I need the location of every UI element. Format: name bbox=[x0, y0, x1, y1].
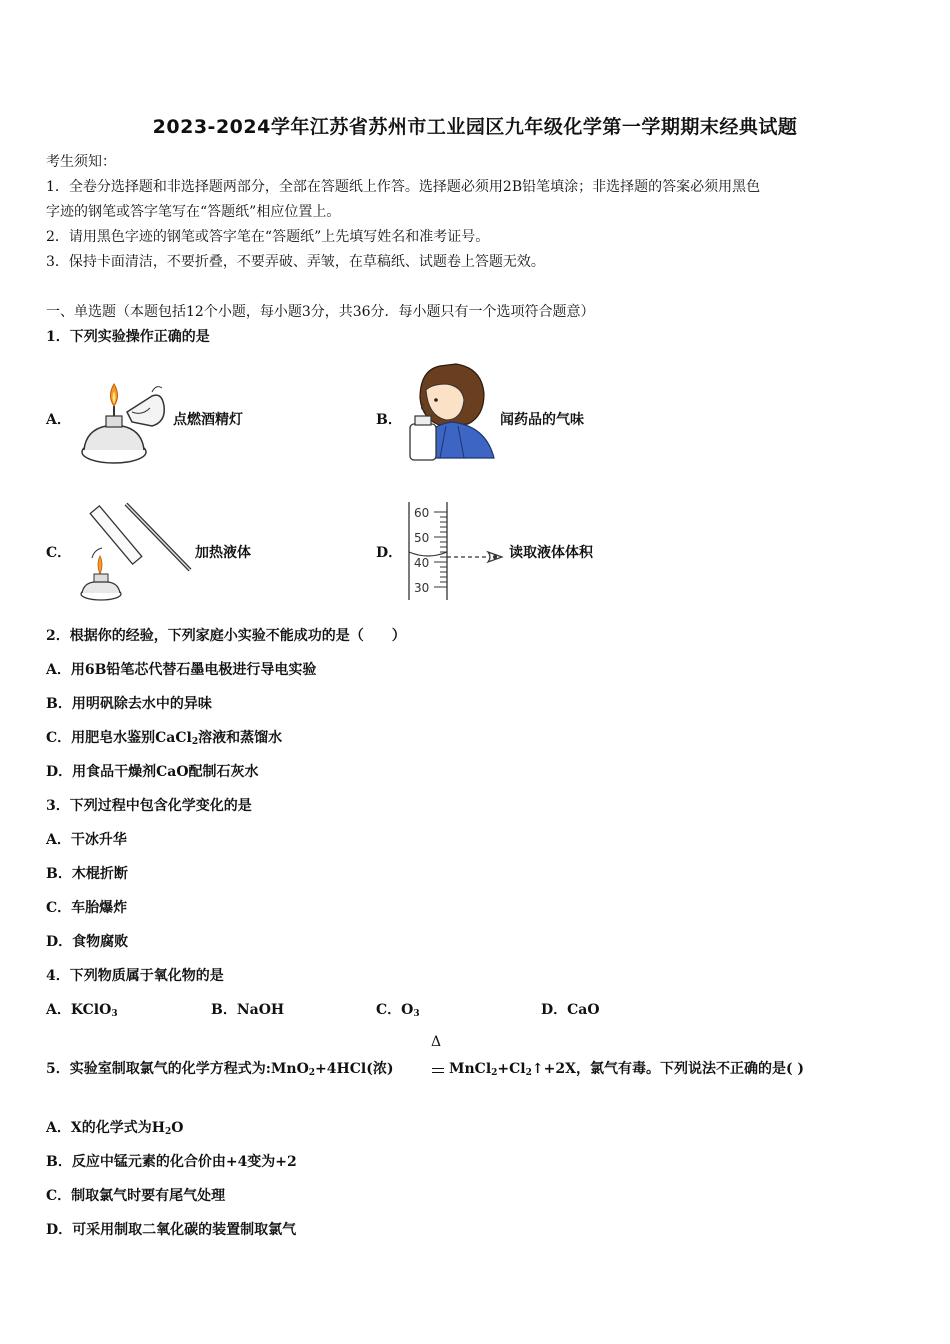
q1-stem: 1．下列实验操作正确的是 bbox=[46, 329, 210, 345]
q5-product-mid: +Cl bbox=[497, 1061, 526, 1077]
q3-option-c: C．车胎爆炸 bbox=[46, 900, 128, 916]
graduated-cylinder-figure bbox=[404, 500, 508, 602]
notice-item-1: 1．全卷分选择题和非选择题两部分，全部在答题纸上作答。选择题必须用2B铅笔填涂；非选择题的答案必须用黑色 bbox=[46, 179, 761, 195]
q4-stem: 4．下列物质属于氧化物的是 bbox=[46, 968, 224, 984]
q2-option-d: D．用食品干燥剂CaO配制石灰水 bbox=[46, 764, 259, 780]
q5-stem-pre: 5．实验室制取氯气的化学方程式为:MnO bbox=[46, 1061, 309, 1077]
q1-option-c-letter: C． bbox=[46, 545, 72, 561]
q4-option-b: B．NaOH bbox=[211, 1002, 285, 1018]
q4-option-c-pre: C．O bbox=[376, 1002, 414, 1018]
q4-option-a-sub: 3 bbox=[111, 1009, 118, 1019]
q1-option-c-text: 加热液体 bbox=[195, 545, 251, 561]
alcohol-lamp-figure bbox=[72, 372, 172, 468]
q2-option-a: A．用6B铅笔芯代替石墨电极进行导电实验 bbox=[46, 662, 317, 678]
q1-option-a-letter: A． bbox=[46, 412, 71, 428]
notice-item-3: 3．保持卡面清洁，不要折叠，不要弄破、弄皱，在草稿纸、试题卷上答题无效。 bbox=[46, 254, 545, 270]
cylinder-tick-30: 30 bbox=[414, 581, 430, 595]
q2-option-c-pre: C．用肥皂水鉴别CaCl bbox=[46, 730, 192, 746]
q5-equation-bar-bottom bbox=[432, 1072, 444, 1073]
q5-option-a-post: O bbox=[171, 1120, 184, 1136]
q5-stem-right bbox=[449, 1059, 804, 1083]
q4-option-c-sub: 3 bbox=[413, 1009, 420, 1019]
q4-option-a bbox=[46, 1000, 118, 1024]
q1-option-b-text: 闻药品的气味 bbox=[500, 412, 584, 428]
cylinder-tick-50: 50 bbox=[414, 531, 430, 545]
q3-stem: 3．下列过程中包含化学变化的是 bbox=[46, 798, 252, 814]
heating-liquid-figure bbox=[74, 490, 194, 602]
q5-product-sub2: 2 bbox=[525, 1068, 532, 1078]
q5-option-a-sub: 2 bbox=[164, 1127, 172, 1137]
q5-option-d: D．可采用制取二氧化碳的装置制取氯气 bbox=[46, 1222, 297, 1238]
q3-option-b: B．木棍折断 bbox=[46, 866, 128, 882]
q5-product-pre: MnCl bbox=[449, 1061, 492, 1077]
notice-item-1-cont: 字迹的钢笔或答字笔写在“答题纸”相应位置上。 bbox=[46, 204, 341, 220]
q1-option-a-text: 点燃酒精灯 bbox=[173, 412, 243, 428]
section-heading: 一、单选题（本题包括12个小题，每小题3分，共36分．每小题只有一个选项符合题意） bbox=[46, 304, 595, 320]
q5-stem-mid: +4HCl(浓) bbox=[315, 1061, 394, 1077]
smelling-chemical-figure bbox=[406, 360, 498, 468]
q4-option-c bbox=[376, 1000, 420, 1024]
q5-product-post: ↑+2X，氯气有毒。下列说法不正确的是( ) bbox=[531, 1061, 805, 1077]
q1-option-d-letter: D． bbox=[376, 545, 403, 561]
q2-stem: 2．根据你的经验，下列家庭小实验不能成功的是（ ） bbox=[46, 628, 406, 644]
q2-option-b: B．用明矾除去水中的异味 bbox=[46, 696, 212, 712]
cylinder-tick-60: 60 bbox=[414, 506, 430, 520]
q5-stem-left bbox=[46, 1059, 393, 1083]
q5-option-c: C．制取氯气时要有尾气处理 bbox=[46, 1188, 226, 1204]
q1-option-d-text: 读取液体体积 bbox=[509, 545, 593, 561]
notice-item-2: 2．请用黑色字迹的钢笔或答字笔在“答题纸”上先填写姓名和准考证号。 bbox=[46, 229, 490, 245]
q5-stem-sub1: 2 bbox=[308, 1068, 316, 1078]
q1-option-b-letter: B． bbox=[376, 412, 402, 428]
page-title: 2023-2024学年江苏省苏州市工业园区九年级化学第一学期期末经典试题 bbox=[152, 116, 798, 138]
q5-option-a bbox=[46, 1118, 183, 1142]
q5-reaction-condition: Δ bbox=[431, 1034, 442, 1050]
q4-option-d: D．CaO bbox=[541, 1002, 600, 1018]
q5-equation-bar-top bbox=[432, 1068, 444, 1069]
q2-option-c-post: 溶液和蒸馏水 bbox=[198, 730, 283, 746]
q3-option-d: D．食物腐败 bbox=[46, 934, 129, 950]
q5-product-sub1: 2 bbox=[491, 1068, 498, 1078]
notice-heading: 考生须知： bbox=[46, 154, 116, 170]
q5-option-b: B．反应中锰元素的化合价由+4变为+2 bbox=[46, 1154, 297, 1170]
q2-option-c-sub: 2 bbox=[191, 737, 199, 747]
cylinder-tick-40: 40 bbox=[414, 556, 430, 570]
q3-option-a: A．干冰升华 bbox=[46, 832, 127, 848]
q4-option-a-pre: A．KClO bbox=[46, 1002, 112, 1018]
q5-option-a-pre: A．X的化学式为H bbox=[46, 1120, 165, 1136]
q2-option-c bbox=[46, 728, 282, 752]
